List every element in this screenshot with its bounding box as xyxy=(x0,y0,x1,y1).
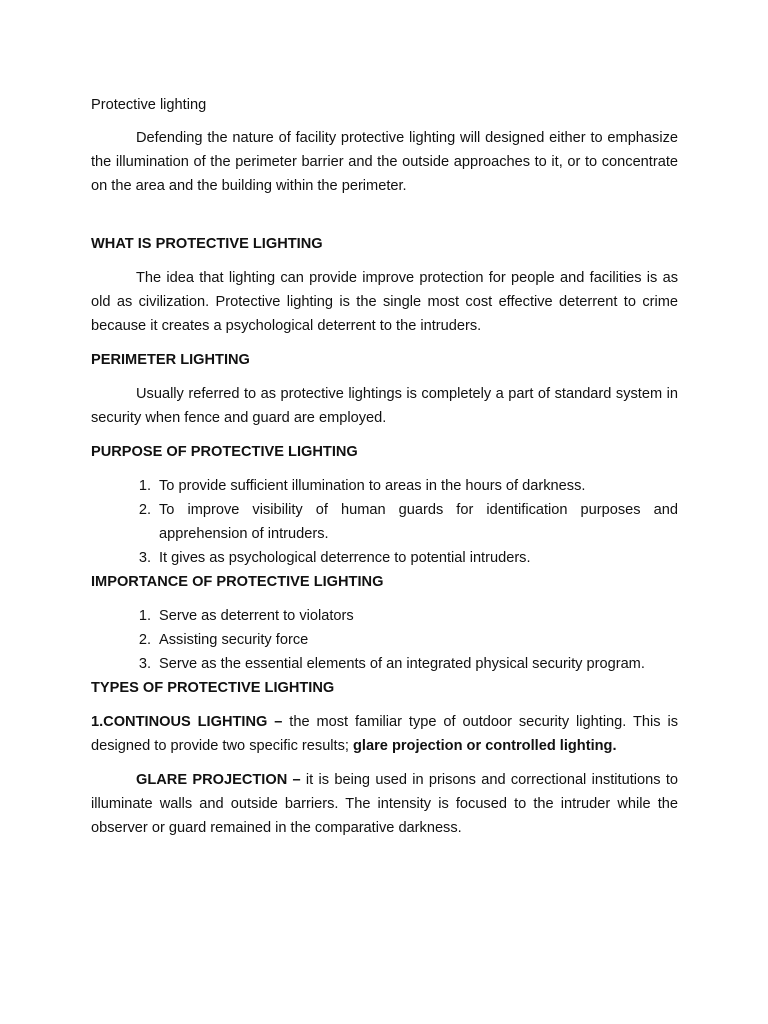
list-item xyxy=(91,604,678,628)
list-item xyxy=(91,628,678,652)
glare-projection-paragraph xyxy=(91,768,678,840)
list-text: To improve visibility of human guards for identification purposes and apprehension of intruders. xyxy=(159,502,678,542)
document-page xyxy=(91,93,678,840)
continuous-lighting-text: the most familiar type of outdoor security lighting. This is designed to provide two specific results; xyxy=(91,714,678,754)
glare-projection-text: it is being used in prisons and correctional institutions to illuminate walls and outside barriers. The intensity is focused to the intruder while the observer or guard remained in the comparative darkness. xyxy=(91,772,678,836)
heading-perimeter: PERIMETER LIGHTING xyxy=(91,352,250,368)
list-item xyxy=(91,546,678,570)
heading-types: TYPES OF PROTECTIVE LIGHTING xyxy=(91,680,335,696)
list-number: 2. xyxy=(138,502,151,518)
continuous-lighting-emphasis: glare projection or controlled lighting. xyxy=(353,738,617,754)
list-number: 1. xyxy=(138,608,151,624)
intro-paragraph: Defending the nature of facility protective lighting will designed either to emphasize the illumination of the perimeter barrier and the outside approaches to it, or to concentrate on the area and the building within the perimeter. xyxy=(91,130,678,194)
what-is-paragraph: The idea that lighting can provide improve protection for people and facilities is as old as civilization. Protective lighting is the single most cost effective deterrent to crime because it creates a psychological deterrent to the intruders. xyxy=(91,270,678,334)
heading-what-is: WHAT IS PROTECTIVE LIGHTING xyxy=(91,236,323,252)
heading-importance: IMPORTANCE OF PROTECTIVE LIGHTING xyxy=(91,574,384,590)
list-number: 3. xyxy=(138,550,151,566)
importance-list xyxy=(91,604,678,676)
list-number: 3. xyxy=(138,656,151,672)
list-text: It gives as psychological deterrence to potential intruders. xyxy=(159,550,531,566)
list-item xyxy=(91,652,678,676)
purpose-list xyxy=(91,474,678,570)
spacer xyxy=(91,198,678,232)
list-text: Assisting security force xyxy=(159,632,309,648)
continuous-lighting-label: 1.CONTINOUS LIGHTING – xyxy=(91,714,283,730)
list-item xyxy=(91,498,678,546)
list-number: 1. xyxy=(138,478,151,494)
list-item xyxy=(91,474,678,498)
list-text: Serve as the essential elements of an integrated physical security program. xyxy=(159,656,645,672)
list-text: Serve as deterrent to violators xyxy=(159,608,354,624)
heading-purpose: PURPOSE OF PROTECTIVE LIGHTING xyxy=(91,444,358,460)
list-number: 2. xyxy=(138,632,151,648)
list-text: To provide sufficient illumination to areas in the hours of darkness. xyxy=(159,478,586,494)
perimeter-paragraph: Usually referred to as protective lightings is completely a part of standard system in security when fence and guard are employed. xyxy=(91,386,678,426)
glare-projection-label: GLARE PROJECTION – xyxy=(136,772,301,788)
document-title: Protective lighting xyxy=(91,97,207,113)
continuous-lighting-paragraph xyxy=(91,710,678,758)
